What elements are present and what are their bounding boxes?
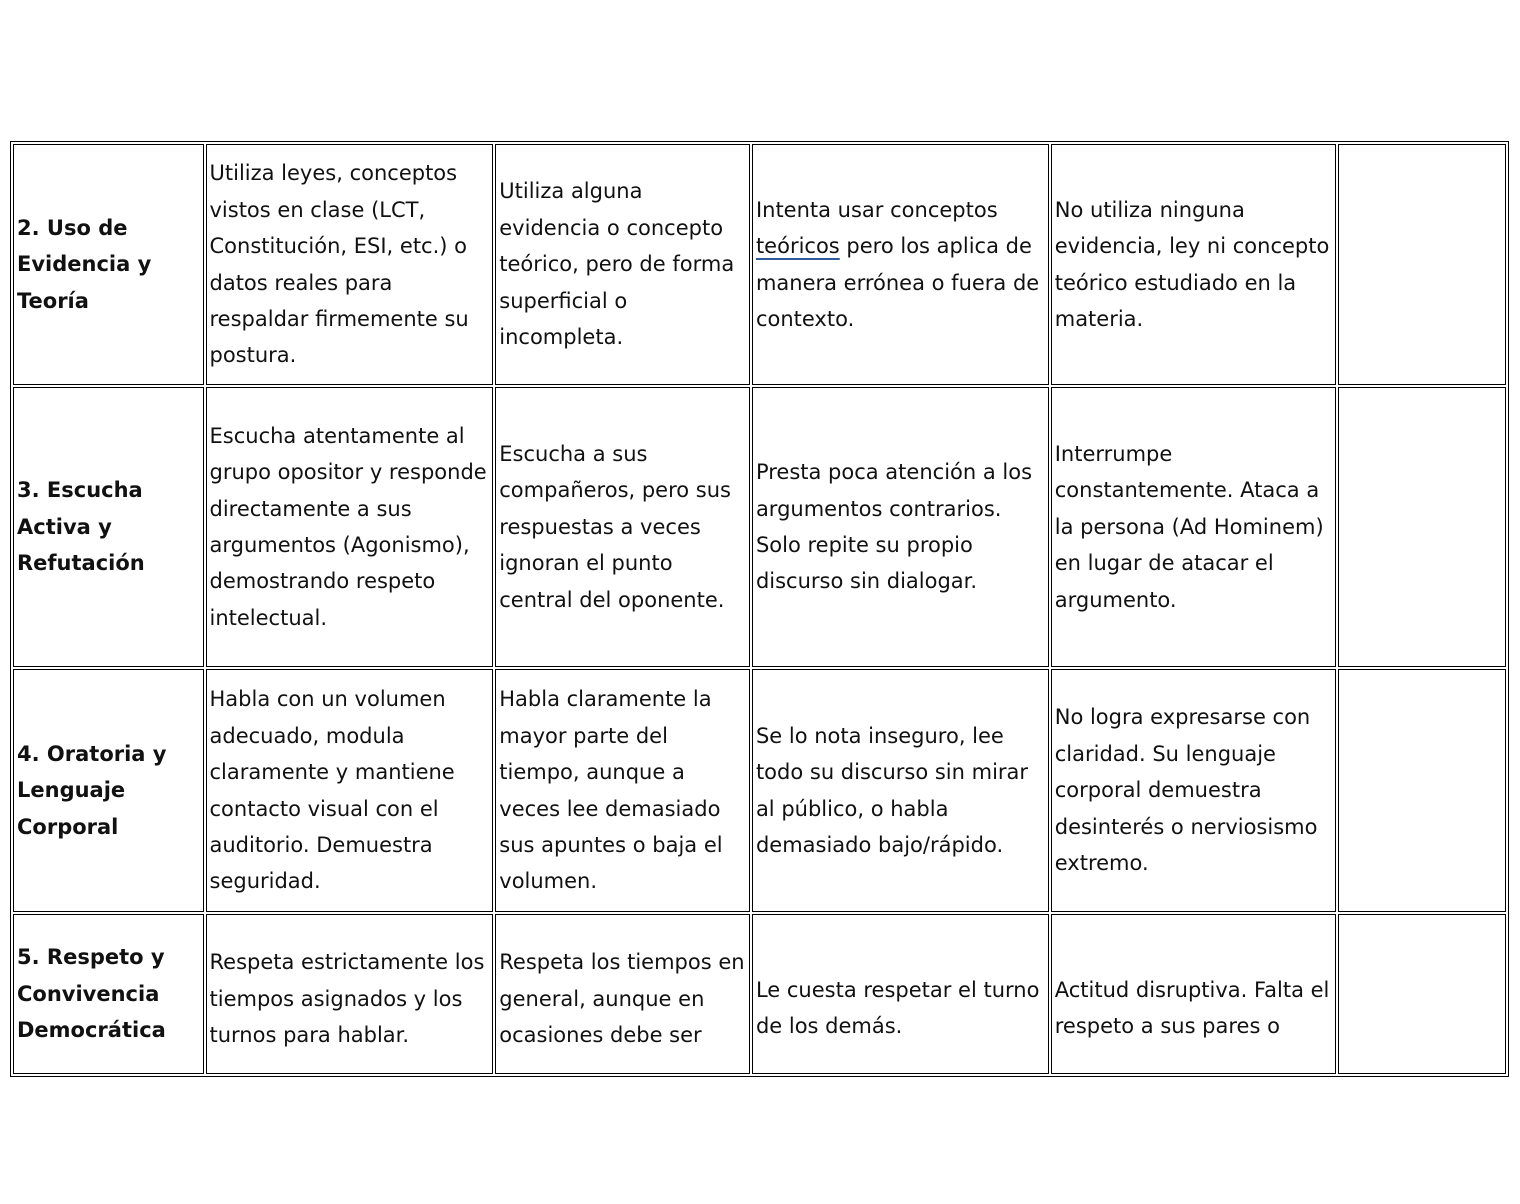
- level-3-text-start: Intenta usar conceptos: [755, 197, 998, 222]
- score-cell[interactable]: [1338, 144, 1507, 385]
- criterion-cell: 3. Escucha Activa y Refutación: [13, 387, 204, 667]
- score-cell[interactable]: [1338, 387, 1507, 667]
- level-4-cell: No utiliza ninguna evidencia, ley ni concepto teórico estudiado en la materia.: [1051, 144, 1336, 385]
- level-1-cell: Respeta estrictamente los tiempos asignados y los turnos para hablar.: [206, 914, 494, 1074]
- level-3-text-end: pero los aplica de manera errónea o fuera de contexto.: [755, 234, 1040, 331]
- level-2-cell: Habla claramente la mayor parte del tiempo, aunque a veces lee demasiado sus apuntes o baja el volumen.: [495, 669, 750, 912]
- level-3-cell: Presta poca atención a los argumentos contrarios. Solo repite su propio discurso sin dialogar.: [752, 387, 1049, 667]
- criterion-cell: 5. Respeto y Convivencia Democrática: [13, 914, 204, 1074]
- table-row: [13, 914, 1506, 1074]
- score-cell[interactable]: [1338, 914, 1507, 1074]
- level-3-cell: Le cuesta respetar el turno de los demás.: [752, 914, 1049, 1074]
- level-1-cell: Habla con un volumen adecuado, modula claramente y mantiene contacto visual con el auditorio. Demuestra seguridad.: [206, 669, 494, 912]
- level-2-cell: Escucha a sus compañeros, pero sus respuestas a veces ignoran el punto central del oponente.: [495, 387, 750, 667]
- level-1-cell: Escucha atentamente al grupo opositor y responde directamente a sus argumentos (Agonismo), demostrando respeto intelectual.: [206, 387, 494, 667]
- score-cell[interactable]: [1338, 669, 1507, 912]
- level-3-cell: [752, 144, 1049, 385]
- level-2-cell: Utiliza alguna evidencia o concepto teórico, pero de forma superficial o incompleta.: [495, 144, 750, 385]
- rubric-table: [10, 141, 1509, 1077]
- criterion-cell: 4. Oratoria y Lenguaje Corporal: [13, 669, 204, 912]
- level-1-cell: Utiliza leyes, conceptos vistos en clase (LCT, Constitución, ESI, etc.) o datos reales para respaldar firmemente su postura.: [206, 144, 494, 385]
- table-row: [13, 387, 1506, 667]
- criterion-cell: 2. Uso de Evidencia y Teoría: [13, 144, 204, 385]
- table-row: [13, 144, 1506, 385]
- table-row: [13, 669, 1506, 912]
- spellcheck-underlined-word[interactable]: teóricos: [755, 234, 840, 259]
- level-3-cell: Se lo nota inseguro, lee todo su discurso sin mirar al público, o habla demasiado bajo/rápido.: [752, 669, 1049, 912]
- level-4-cell: Actitud disruptiva. Falta el respeto a sus pares o: [1051, 914, 1336, 1074]
- level-2-cell: Respeta los tiempos en general, aunque en ocasiones debe ser: [495, 914, 750, 1074]
- level-4-cell: Interrumpe constantemente. Ataca a la persona (Ad Hominem) en lugar de atacar el argumento.: [1051, 387, 1336, 667]
- level-4-cell: No logra expresarse con claridad. Su lenguaje corporal demuestra desinterés o nerviosismo extremo.: [1051, 669, 1336, 912]
